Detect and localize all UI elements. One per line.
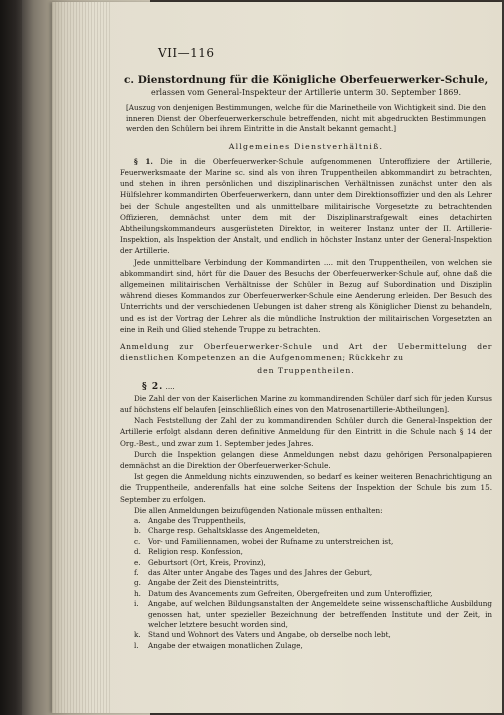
section-1-paragraph-2: Jede unmittelbare Verbindung der Kommandirten .... mit den Truppentheilen, von welchen sie abkommandirt sind, hört für die Dauer des Besuchs der Oberfeuerwerker-Schule auf, ohne daß die allgemeinen militairischen Verhältnisse der Schüler in Bezug auf Subordination und Disziplin während dieses Kommandos zur Oberfeuerwerker-Schule eine Aenderung erleiden. Der Besuch des Unterrichts und der verschiedenen Uebungen ist daher streng als Königlicher Dienst zu behandeln, und es ist der Vortrag der Lehrer als die mündliche Instruktion der militairischen Vorgesetzten an eine in Reih und Glied stehende Truppe zu betrachten. bbox=[120, 257, 492, 334]
section-2-marker: § 2. bbox=[142, 381, 164, 392]
section-1-paragraph bbox=[120, 156, 492, 257]
list-item bbox=[134, 558, 492, 568]
heading-general: Allgemeines Dienstverhältniß. bbox=[228, 141, 384, 151]
document-title: c. Dienstordnung für die Königliche Oberfeuerwerker-Schule, bbox=[124, 74, 489, 86]
list-item-text: das Alter unter Angabe des Tages und des Jahres der Geburt, bbox=[148, 568, 373, 578]
document-subtitle: erlassen vom General-Inspekteur der Artillerie unterm 30. September 1869. bbox=[150, 88, 462, 97]
list-item-text: Vor- und Familiennamen, wobei der Rufname zu unterstreichen ist, bbox=[148, 536, 394, 546]
list-letter: k. bbox=[134, 630, 141, 640]
list-item bbox=[134, 526, 492, 536]
list-item-text: Religion resp. Konfession, bbox=[148, 547, 243, 557]
book-page bbox=[52, 2, 502, 713]
list-letter: a. bbox=[134, 516, 141, 525]
section-1-marker: § 1. bbox=[134, 156, 153, 166]
list-item bbox=[134, 589, 492, 599]
page-content bbox=[120, 46, 492, 651]
list-letter: e. bbox=[134, 557, 141, 567]
list-item bbox=[134, 599, 492, 630]
list-item bbox=[134, 630, 492, 640]
list-item bbox=[134, 578, 492, 588]
list-letter: g. bbox=[134, 578, 141, 588]
list-item-text: Stand und Wohnort des Vaters und Angabe, ob derselbe noch lebt, bbox=[148, 630, 391, 640]
section-2-paragraph-3: Durch die Inspektion gelangen diese Anmeldungen nebst dazu gehörigen Personalpapieren demnächst an die Direktion der Oberfeuerwerker-Schule. bbox=[120, 449, 492, 470]
list-intro: Die allen Anmeldungen beizufügenden Nationale müssen enthalten: bbox=[134, 505, 383, 515]
list-item-text: Charge resp. Gehaltsklasse des Angemeldeten, bbox=[148, 526, 320, 536]
page-number: VII—116 bbox=[158, 46, 215, 60]
list-letter: b. bbox=[134, 526, 141, 536]
requirements-list bbox=[120, 516, 492, 651]
section-2-dots: .... bbox=[165, 381, 175, 391]
list-item-text: Angabe des Truppentheils, bbox=[148, 516, 246, 525]
section-2-marker-line bbox=[120, 381, 492, 393]
section-2-paragraph-2: Nach Feststellung der Zahl der zu kommandirenden Schüler durch die General-Inspektion der Artillerie erfolgt alsdann deren definitive Anmeldung für den Eintritt in die Schule nach § 14 der Org.-Best., und zwar zum 1. September jedes Jahres. bbox=[120, 416, 492, 448]
excerpt-note: [Auszug von denjenigen Bestimmungen, welche für die Marinetheile von Wichtigkeit sind. Die den inneren Dienst der Oberfeuerwerkerschule betreffenden, nicht mit abgedruckten Bestimmungen werden den Schülern bei ihrem Eintritte in die Anstalt bekannt gemacht.] bbox=[126, 103, 486, 133]
list-item bbox=[134, 547, 492, 557]
section-1-text: Die in die Oberfeuerwerker-Schule aufgenommenen Unteroffiziere der Artillerie, Feuerwerksmaate der Marine sc. sind als von ihren Truppentheilen abkommandirt zu betrachten, und stehen in ihren persönlichen und disziplinarischen Verhältnissen zunächst unter den als Hülfslehrer kommandirten Oberfeuerwerkern, dann unter dem Direktionsoffizier und den als Lehrer bei der Schule angestellten und als unmittelbare militairische Vorgesetzte zu betrachtenden Offizieren, demnächst unter dem mit der Disziplinarstrafgewalt eines detachirten Abtheilungskommandeurs ausgerüsteten Direktor, in weiterer Instanz unter der II. Artillerie-Inspektion, als Inspektion der Anstalt, und endlich in höchster Instanz unter der General-Inspektion der Artillerie. bbox=[120, 156, 492, 256]
list-item bbox=[134, 516, 492, 526]
list-item bbox=[134, 568, 492, 578]
list-item-text: Angabe der Zeit des Diensteintritts, bbox=[148, 578, 280, 588]
list-letter: c. bbox=[134, 536, 141, 546]
list-item-text: Angabe der etwaigen monatlichen Zulage, bbox=[148, 640, 303, 650]
list-letter: l. bbox=[134, 640, 139, 650]
heading-registration-continued: den Truppentheilen. bbox=[257, 366, 355, 376]
page-edge-shading bbox=[52, 2, 112, 713]
list-item-text: Datum des Avancements zum Gefreiten, Obergefreiten und zum Unteroffizier, bbox=[148, 588, 433, 598]
list-item bbox=[134, 641, 492, 651]
section-2-paragraph-1: Die Zahl der von der Kaiserlichen Marine zu kommandirenden Schüler darf sich für jeden Kursus auf höchstens elf belaufen [einschließlich eines von den Matrosenartillerie-Abtheilungen]. bbox=[120, 393, 492, 414]
list-letter: i. bbox=[134, 599, 139, 609]
list-item-text: Angabe, auf welchen Bildungsanstalten der Angemeldete seine wissenschaftliche Ausbildung genossen hat, unter spezieller Bezeichnung der betreffenden Institute und der Zeit, in welcher letztere besucht worden sind, bbox=[148, 599, 492, 630]
heading-registration: Anmeldung zur Oberfeuerwerker-Schule und Art der Uebermittelung der dienstlichen Kompetenzen an die Aufgenommenen; Rückkehr zu bbox=[120, 341, 492, 363]
list-item-text: Geburtsort (Ort, Kreis, Provinz), bbox=[148, 557, 266, 567]
list-letter: d. bbox=[134, 547, 141, 557]
list-letter: f. bbox=[134, 568, 139, 578]
book-spine bbox=[0, 0, 22, 715]
list-letter: h. bbox=[134, 588, 141, 598]
list-item bbox=[134, 537, 492, 547]
section-2-paragraph-4: Ist gegen die Anmeldung nichts einzuwenden, so bedarf es keiner weiteren Benachrichtigung an die Truppentheile, anderenfalls hat eine solche Seitens der Inspektion der Schule bis zum 15. September zu erfolgen. bbox=[120, 472, 492, 504]
